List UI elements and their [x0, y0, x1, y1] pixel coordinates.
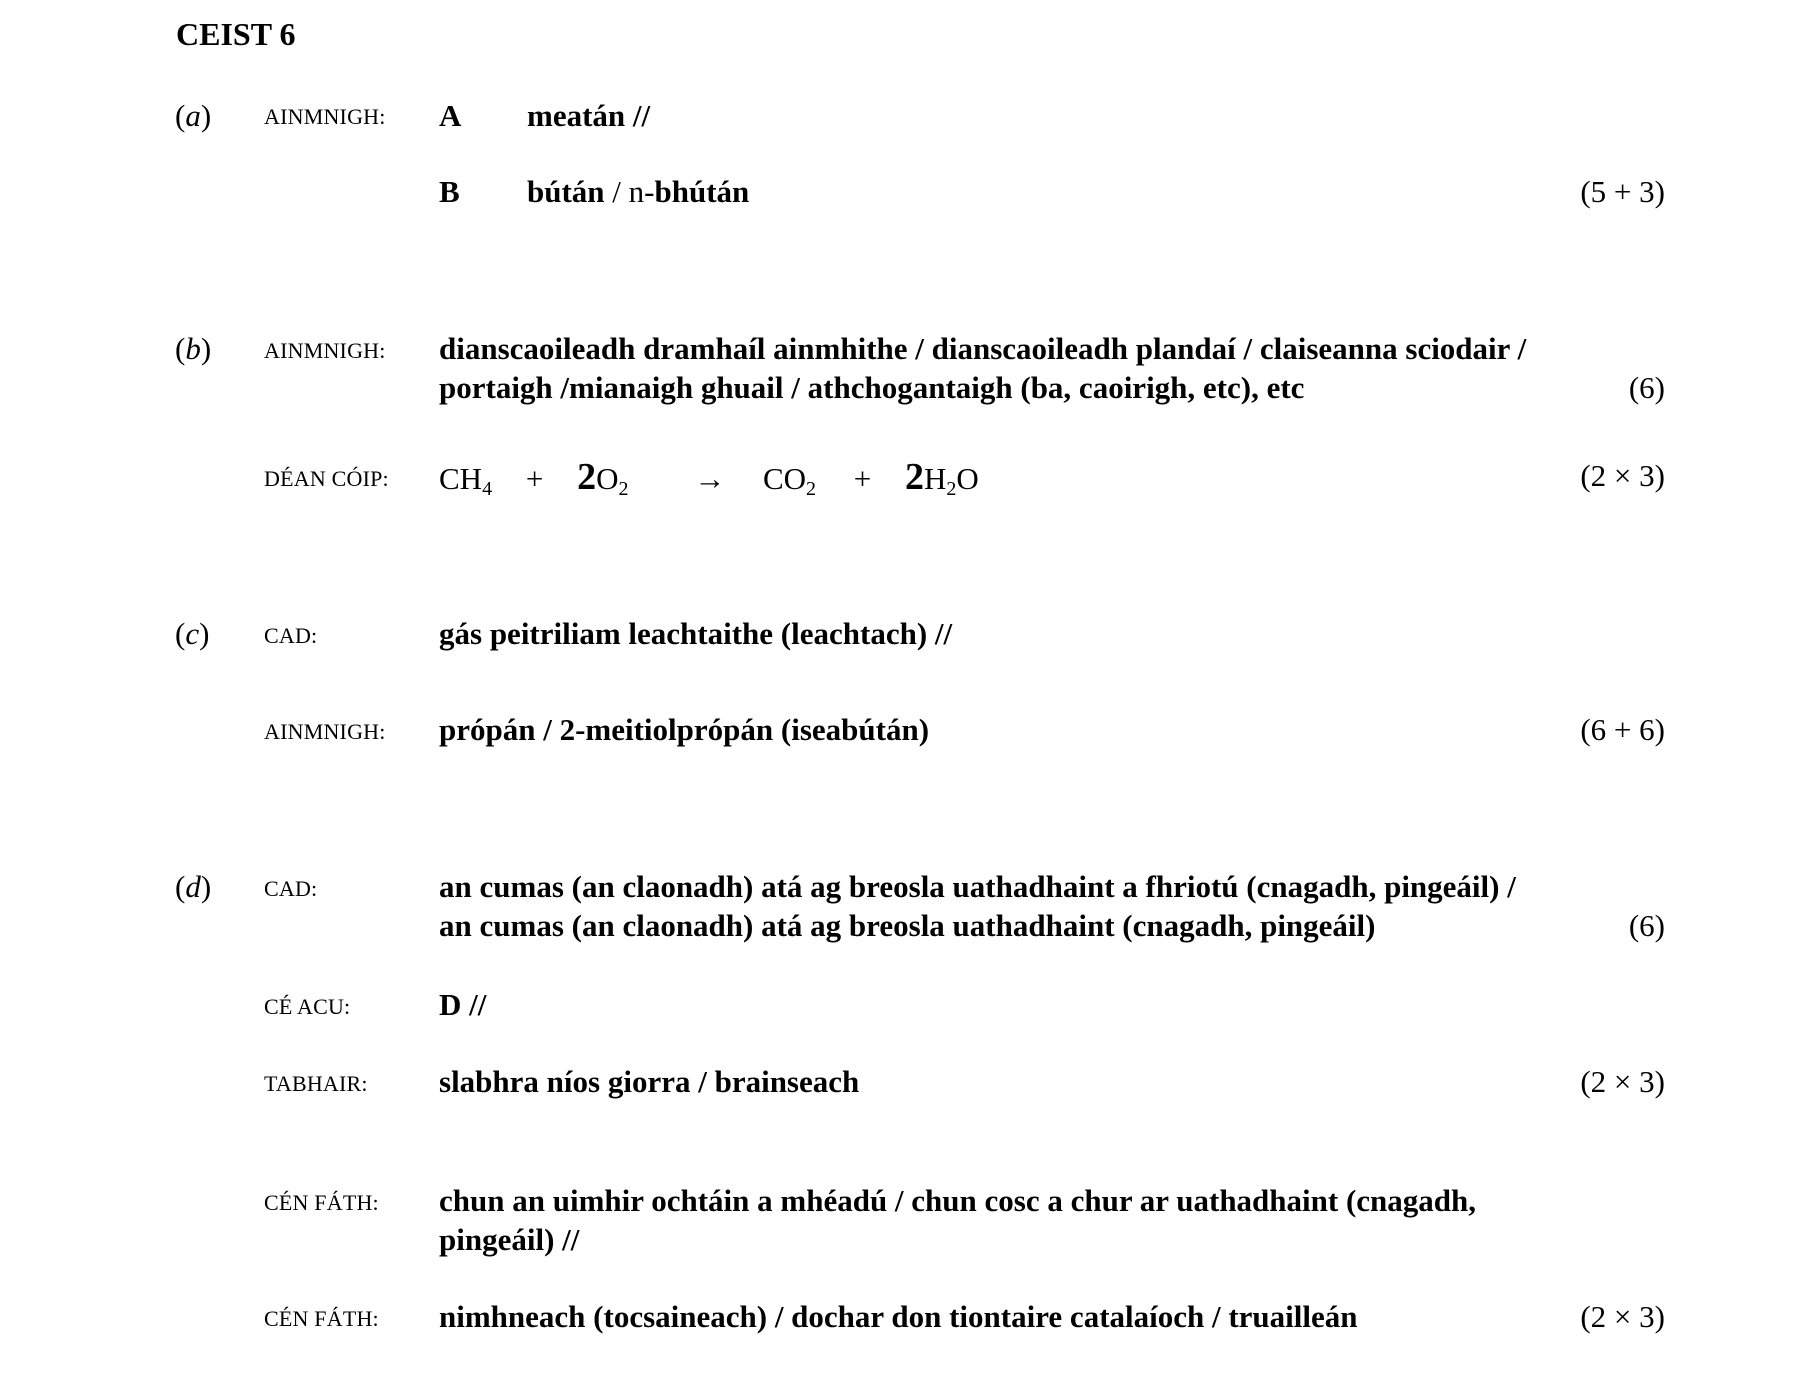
- part-a-key-b: B: [439, 174, 460, 209]
- eq-sub: 2: [806, 478, 817, 500]
- part-a-marks: (5 + 3): [1580, 174, 1665, 209]
- eq-reactant-ch: CH: [439, 461, 483, 496]
- eq-product-co: CO: [762, 461, 807, 496]
- eq-plus: +: [853, 461, 872, 496]
- part-b-answer-line2: portaigh /mianaigh ghuail / athchogantaigh (ba, caoirigh, etc), etc: [439, 370, 1305, 405]
- eq-coefficient: 2: [905, 456, 925, 498]
- answer-bhutan: bhútán: [654, 174, 750, 209]
- part-d-answer-tabhair: slabhra níos giorra / brainseach: [439, 1064, 860, 1099]
- part-d-answer-cad-line2: an cumas (an claonadh) atá ag breosla uathadhaint (cnagadh, pingeáil): [439, 908, 1376, 943]
- part-d-marks-cad: (6): [1628, 908, 1665, 943]
- part-d-marks-tabhair: (2 × 3): [1580, 1064, 1665, 1099]
- eq-coefficient: 2: [577, 456, 597, 498]
- equation-marks: (2 × 3): [1580, 458, 1665, 493]
- part-d-answer-cen-fath-2: nimhneach (tocsaineach) / dochar don tiontaire catalaíoch / truailleán: [439, 1299, 1358, 1334]
- eq-plus: +: [525, 461, 544, 496]
- part-d-label-cen-fath-2: CÉN FÁTH:: [264, 1306, 379, 1331]
- part-b-answer-line1: dianscaoileadh dramhaíl ainmhithe / dianscaoileadh plandaí / claiseanna sciodair /: [439, 331, 1527, 366]
- part-a-marker: (a): [175, 98, 212, 133]
- part-a-letter: a: [185, 98, 201, 133]
- part-c-label-ainmnigh: AINMNIGH:: [264, 719, 386, 744]
- part-d-label-tabhair: TABHAIR:: [264, 1071, 368, 1096]
- equation-label: DÉAN CÓIP:: [264, 466, 389, 491]
- eq-sub: 2: [618, 478, 629, 500]
- question-title: CEIST 6: [176, 16, 296, 52]
- part-b-marker: (b): [175, 331, 212, 366]
- part-c-marker: (c): [175, 616, 210, 651]
- part-b-marks: (6): [1628, 370, 1665, 405]
- part-d-label-cen-fath-1: CÉN FÁTH:: [264, 1190, 379, 1215]
- part-c-marks: (6 + 6): [1580, 712, 1665, 747]
- eq-sub: 2: [946, 478, 957, 500]
- part-a-answer-b: [527, 176, 749, 207]
- answer-butan: bútán: [527, 174, 605, 209]
- part-d-marks-cen-fath: (2 × 3): [1580, 1299, 1665, 1334]
- part-a-answer-a: meatán //: [527, 98, 651, 133]
- eq-sub: 4: [482, 478, 493, 500]
- part-d-label-ce-acu: CÉ ACU:: [264, 994, 351, 1019]
- eq-reactant-o: O: [596, 461, 619, 496]
- chemical-equation: [439, 456, 979, 500]
- part-c-label-cad: CAD:: [264, 623, 318, 648]
- part-d-marker: (d): [175, 869, 212, 904]
- part-d-answer-cen-fath-1-line1: chun an uimhir ochtáin a mhéadú / chun cosc a chur ar uathadhaint (cnagadh,: [439, 1183, 1477, 1218]
- part-d-label-cad: CAD:: [264, 876, 318, 901]
- part-a-key-a: A: [439, 98, 462, 133]
- part-d-answer-cen-fath-1-line2: pingeáil) //: [439, 1222, 580, 1257]
- part-b-label: AINMNIGH:: [264, 338, 386, 363]
- part-c-answer-ainmnigh: própán / 2-meitiolprópán (iseabútán): [439, 712, 930, 747]
- part-d-answer-ce-acu: D //: [439, 987, 487, 1022]
- part-c-answer-cad: gás peitriliam leachtaithe (leachtach) //: [439, 616, 953, 651]
- part-a-label: AINMNIGH:: [264, 104, 386, 129]
- part-d-letter: d: [185, 869, 201, 904]
- part-d-answer-cad-line1: an cumas (an claonadh) atá ag breosla uathadhaint a fhriotú (cnagadh, pingeáil) /: [439, 869, 1516, 904]
- part-c-letter: c: [185, 616, 200, 651]
- eq-product-h: H: [924, 461, 947, 496]
- answer-separator: / n-: [604, 174, 655, 209]
- part-b-letter: b: [185, 331, 201, 366]
- eq-arrow: →: [694, 461, 726, 496]
- eq-product-o: O: [956, 461, 979, 496]
